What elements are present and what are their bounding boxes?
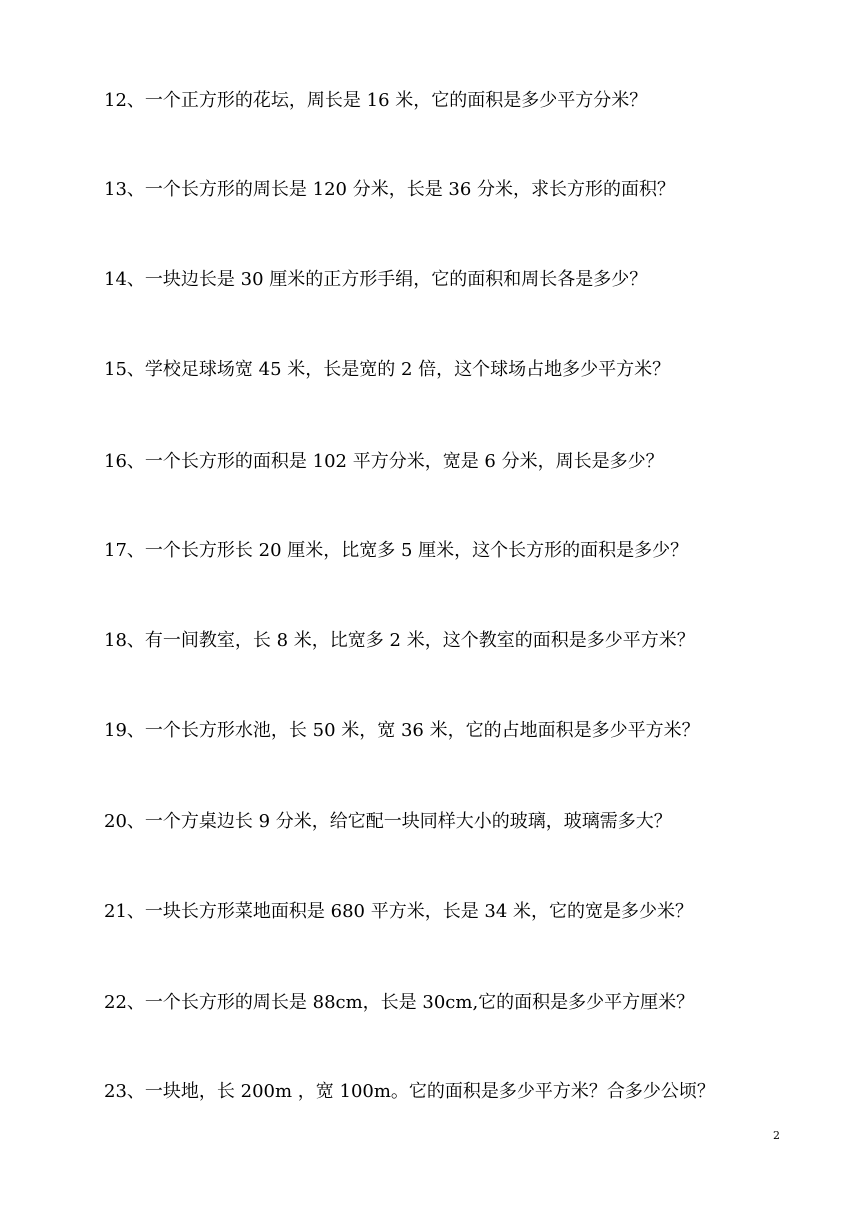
question-12: 12、一个正方形的花坛，周长是 16 米，它的面积是多少平方分米？ [104, 90, 648, 111]
page-number: 2 [773, 1129, 780, 1142]
question-17: 17、一个长方形长 20 厘米，比宽多 5 厘米，这个长方形的面积是多少？ [104, 540, 689, 561]
question-15: 15、学校足球场宽 45 米，长是宽的 2 倍，这个球场占地多少平方米？ [104, 359, 671, 380]
question-18: 18、有一间教室，长 8 米，比宽多 2 米，这个教室的面积是多少平方米？ [104, 630, 695, 651]
question-20: 20、一个方桌边长 9 分米，给它配一块同样大小的玻璃，玻璃需多大？ [104, 811, 672, 832]
question-22: 22、一个长方形的周长是 88cm，长是 30cm,它的面积是多少平方厘米？ [104, 992, 695, 1013]
question-13: 13、一个长方形的周长是 120 分米，长是 36 分米，求长方形的面积？ [104, 179, 676, 200]
question-16: 16、一个长方形的面积是 102 平方分米，宽是 6 分米，周长是多少？ [104, 451, 664, 472]
question-21: 21、一块长方形菜地面积是 680 平方米，长是 34 米，它的宽是多少米？ [104, 901, 694, 922]
question-14: 14、一块边长是 30 厘米的正方形手绢，它的面积和周长各是多少？ [104, 269, 648, 290]
question-19: 19、一个长方形水池，长 50 米，宽 36 米，它的占地面积是多少平方米？ [104, 720, 700, 741]
question-23: 23、一块地，长 200m ，宽 100m。它的面积是多少平方米？合多少公顷？ [104, 1081, 715, 1102]
